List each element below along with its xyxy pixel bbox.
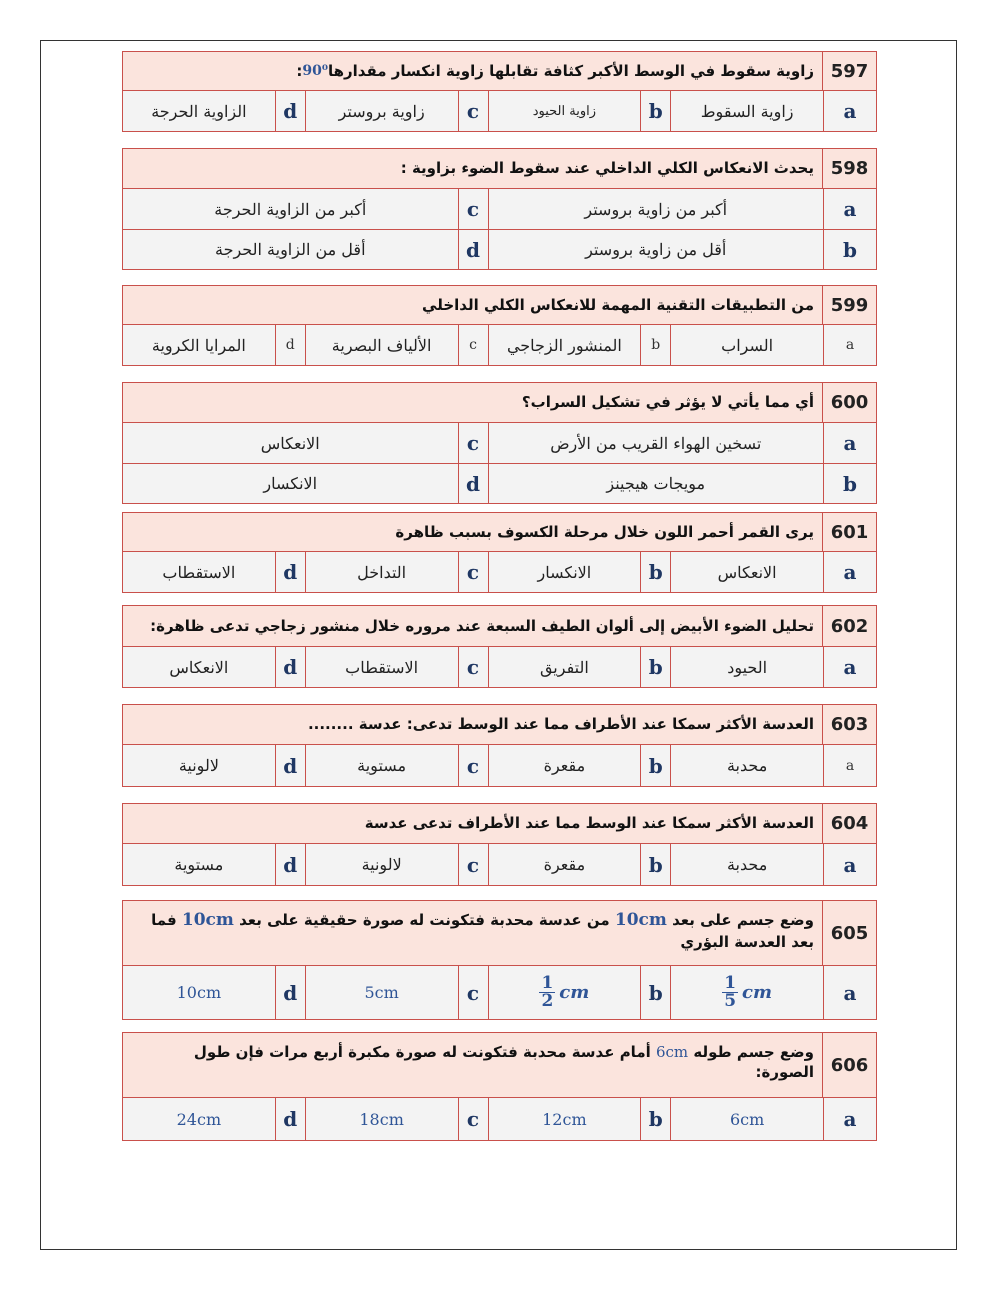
question-text: وضع جسم طوله 6cm أمام عدسة محدبة فتكونت له صورة مكبرة أربع مرات فإن طول الصورة: xyxy=(193,1043,814,1082)
option-letter-c: c xyxy=(458,1098,489,1140)
option-a[interactable]: محدبة xyxy=(671,844,823,885)
question-number: 605 xyxy=(822,901,876,965)
option-letter-d: d xyxy=(275,966,306,1019)
option-letter-b: b xyxy=(640,844,671,885)
option-letter-d: d xyxy=(275,552,306,592)
option-b[interactable]: 1 2 cm xyxy=(489,966,641,1019)
option-c[interactable]: زاوية بروستر xyxy=(306,91,458,131)
question-604 xyxy=(122,803,877,886)
option-b[interactable]: الانكسار xyxy=(489,552,641,592)
question-599 xyxy=(122,285,877,366)
option-letter-a: a xyxy=(823,966,876,1019)
question-text: يحدث الانعكاس الكلي الداخلي عند سقوط الضوء بزاوية : xyxy=(400,159,814,178)
question-number: 600 xyxy=(822,383,876,422)
option-c[interactable]: لالونية xyxy=(306,844,458,885)
option-c[interactable]: الاستقطاب xyxy=(306,647,458,687)
option-d[interactable]: المرايا الكروية xyxy=(123,325,275,365)
option-letter-d: d xyxy=(275,91,306,131)
question-602 xyxy=(122,605,877,688)
option-c[interactable]: 18cm xyxy=(306,1098,458,1140)
option-letter-c: c xyxy=(458,91,489,131)
option-a[interactable]: 6cm xyxy=(671,1098,823,1140)
question-number: 601 xyxy=(822,513,876,551)
option-d[interactable]: الانعكاس xyxy=(123,647,275,687)
option-d[interactable]: أقل من الزاوية الحرجة xyxy=(123,230,458,269)
option-letter-d: d xyxy=(275,844,306,885)
option-c[interactable]: الألياف البصرية xyxy=(306,325,458,365)
option-c[interactable]: مستوية xyxy=(306,745,458,786)
option-letter-d: d xyxy=(275,647,306,687)
option-d[interactable]: الانكسار xyxy=(123,464,458,503)
question-number: 603 xyxy=(822,705,876,744)
option-letter-d: d xyxy=(275,1098,306,1140)
option-b[interactable]: 12cm xyxy=(489,1098,641,1140)
option-letter-d: d xyxy=(458,464,489,503)
option-b[interactable]: مويجات هيجينز xyxy=(489,464,824,503)
option-letter-a: a xyxy=(823,91,876,131)
option-letter-c: c xyxy=(458,966,489,1019)
question-601 xyxy=(122,512,877,593)
option-letter-d: d xyxy=(275,745,306,786)
question-text: زاوية سقوط في الوسط الأكبر كثافة تقابلها زاوية انكسار مقدارها 90⁰ : xyxy=(296,61,814,80)
option-b[interactable]: زاوية الحيود xyxy=(489,91,641,131)
question-text: يرى القمر أحمر اللون خلال مرحلة الكسوف بسبب ظاهرة xyxy=(395,522,814,541)
option-a[interactable]: 1 5 cm xyxy=(671,966,823,1019)
question-598 xyxy=(122,148,877,270)
option-c[interactable]: 5cm xyxy=(306,966,458,1019)
option-letter-c: c xyxy=(458,423,489,463)
question-text: العدسة الأكثر سمكا عند الوسط مما عند الأطراف تدعى عدسة xyxy=(364,814,814,833)
option-letter-a: a xyxy=(823,1098,876,1140)
question-text: أي مما يأتي لا يؤثر في تشكيل السراب؟ xyxy=(521,393,814,412)
option-letter-b: b xyxy=(640,552,671,592)
option-a[interactable]: تسخين الهواء القريب من الأرض xyxy=(489,423,824,463)
option-a[interactable]: محدبة xyxy=(671,745,823,786)
question-number: 598 xyxy=(822,149,876,188)
question-number: 604 xyxy=(822,804,876,843)
option-letter-b: b xyxy=(640,1098,671,1140)
option-letter-b: b xyxy=(640,91,671,131)
option-letter-c: c xyxy=(458,325,489,365)
option-b[interactable]: المنشور الزجاجي xyxy=(489,325,641,365)
question-number: 597 xyxy=(822,52,876,90)
question-text: العدسة الأكثر سمكا عند الأطراف مما عند الوسط تدعى: عدسة ........ xyxy=(307,715,814,734)
question-text: وضع جسم على بعد 10cm من عدسة محدبة فتكونت له صورة حقيقية على بعد 10cm فما بعد العدسة البؤري xyxy=(151,910,814,951)
option-b[interactable]: التفريق xyxy=(489,647,641,687)
option-c[interactable]: أكبر من الزاوية الحرجة xyxy=(123,189,458,229)
question-text: تحليل الضوء الأبيض إلى ألوان الطيف السبعة عند مروره خلال منشور زجاجي تدعى ظاهرة: xyxy=(150,616,814,635)
question-603 xyxy=(122,704,877,787)
option-b[interactable]: مقعرة xyxy=(489,745,641,786)
option-d[interactable]: 24cm xyxy=(123,1098,275,1140)
option-letter-d: d xyxy=(275,325,306,365)
option-letter-a: a xyxy=(823,423,876,463)
question-number: 599 xyxy=(822,286,876,324)
option-d[interactable]: 10cm xyxy=(123,966,275,1019)
option-d[interactable]: مستوية xyxy=(123,844,275,885)
option-letter-c: c xyxy=(458,552,489,592)
option-b[interactable]: مقعرة xyxy=(489,844,641,885)
option-a[interactable]: السراب xyxy=(671,325,823,365)
option-letter-a: a xyxy=(823,844,876,885)
question-606 xyxy=(122,1032,877,1141)
option-letter-a: a xyxy=(823,552,876,592)
option-letter-a: a xyxy=(823,745,876,786)
option-letter-c: c xyxy=(458,745,489,786)
option-letter-a: a xyxy=(823,189,876,229)
option-letter-c: c xyxy=(458,844,489,885)
option-letter-b: b xyxy=(640,966,671,1019)
option-letter-b: b xyxy=(823,230,876,269)
option-letter-b: b xyxy=(640,745,671,786)
option-d[interactable]: لالونية xyxy=(123,745,275,786)
option-letter-b: b xyxy=(640,647,671,687)
option-c[interactable]: الانعكاس xyxy=(123,423,458,463)
option-a[interactable]: أكبر من زاوية بروستر xyxy=(489,189,824,229)
question-605 xyxy=(122,900,877,1020)
question-600 xyxy=(122,382,877,504)
option-letter-a: a xyxy=(823,325,876,365)
question-number: 606 xyxy=(822,1033,876,1097)
option-c[interactable]: التداخل xyxy=(306,552,458,592)
option-d[interactable]: الزاوية الحرجة xyxy=(123,91,275,131)
option-letter-b: b xyxy=(640,325,671,365)
option-letter-a: a xyxy=(823,647,876,687)
option-d[interactable]: الاستقطاب xyxy=(123,552,275,592)
option-a[interactable]: الحيود xyxy=(671,647,823,687)
option-letter-b: b xyxy=(823,464,876,503)
question-597 xyxy=(122,51,877,132)
option-letter-c: c xyxy=(458,189,489,229)
question-number: 602 xyxy=(822,606,876,646)
option-letter-d: d xyxy=(458,230,489,269)
option-a[interactable]: زاوية السقوط xyxy=(671,91,823,131)
option-letter-c: c xyxy=(458,647,489,687)
option-b[interactable]: أقل من زاوية بروستر xyxy=(489,230,824,269)
option-a[interactable]: الانعكاس xyxy=(671,552,823,592)
question-text: من التطبيقات التقنية المهمة للانعكاس الكلي الداخلي xyxy=(422,295,814,314)
